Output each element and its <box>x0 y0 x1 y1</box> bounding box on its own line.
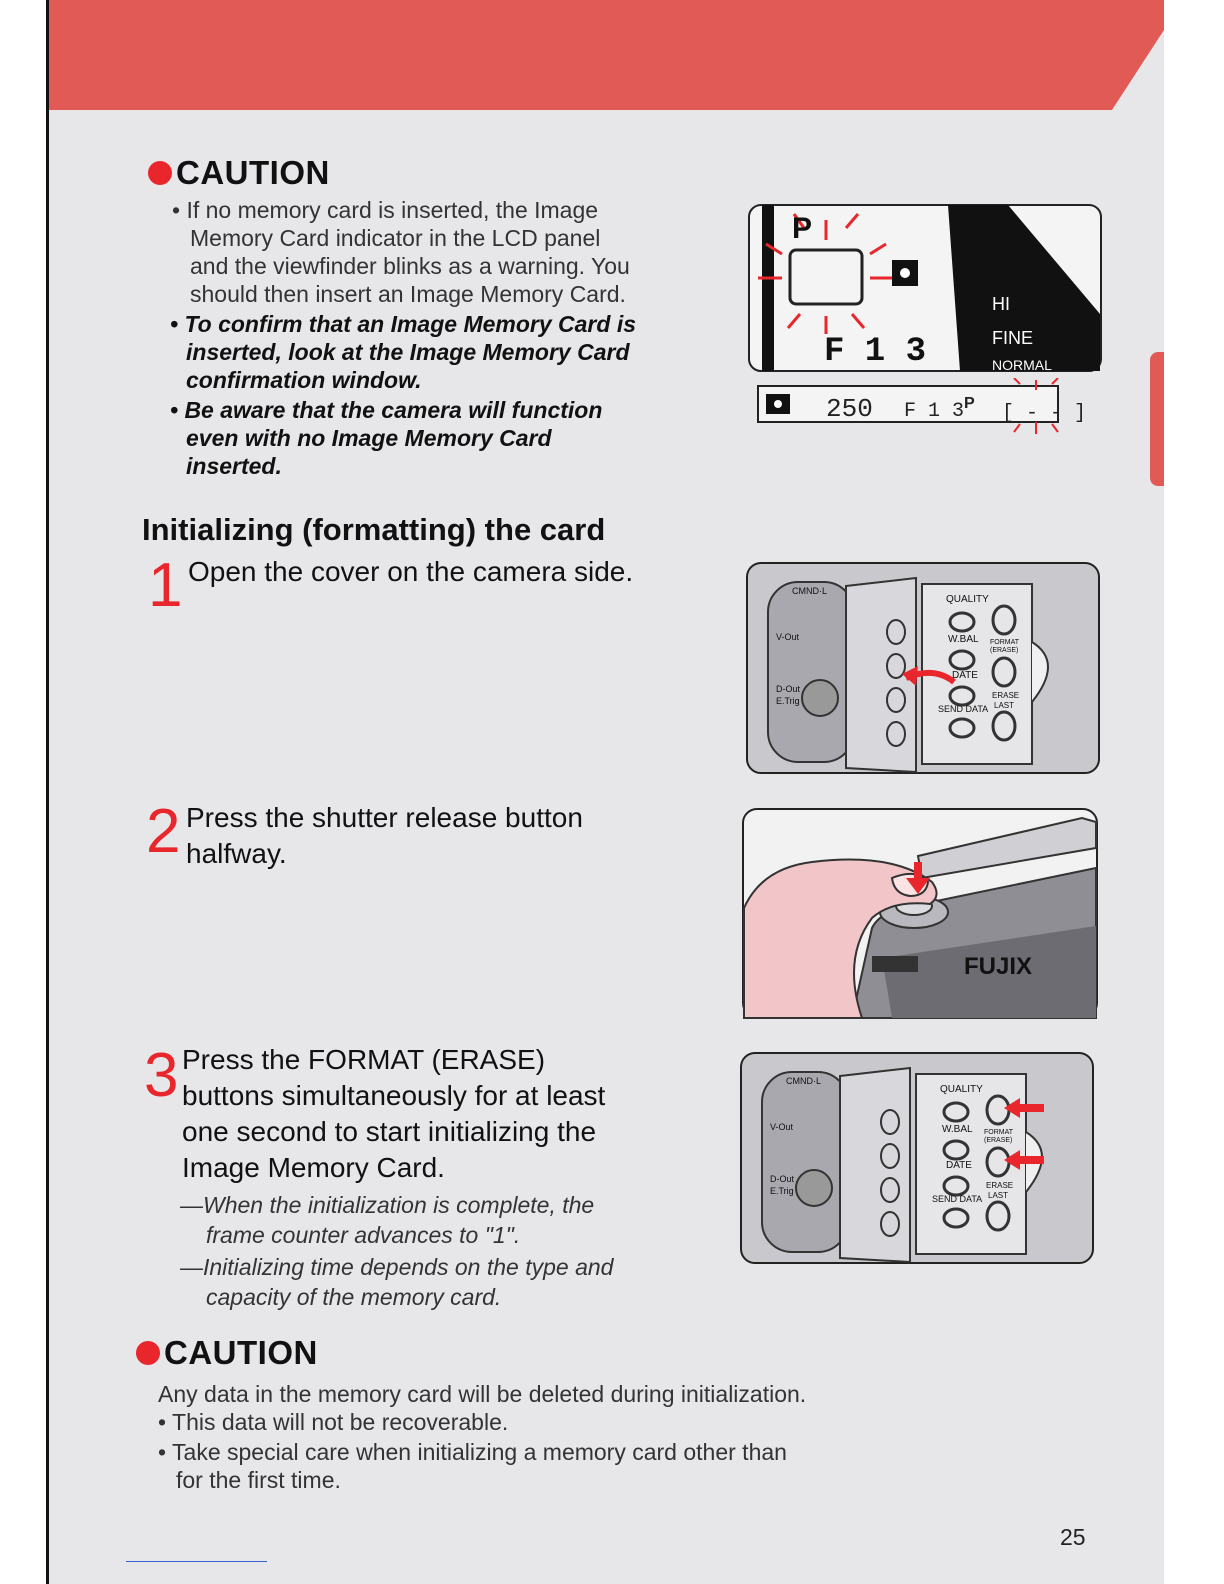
caution-1-bold-line: inserted. <box>186 453 282 479</box>
step-3-note-line: —Initializing time depends on the type and <box>180 1254 614 1280</box>
caution-1-bold-line: • Be aware that the camera will function <box>170 397 603 423</box>
panel-3-date-label: DATE <box>946 1160 972 1171</box>
lcd-panel-figure <box>748 204 1104 374</box>
viewfinder-aperture: F 1 3 <box>904 400 965 423</box>
caution-1-bold-line: inserted, look at the Image Memory Card <box>186 339 630 365</box>
panel-1-cmnd-label: CMND·L <box>792 586 827 596</box>
caution-1-body <box>172 196 732 308</box>
caution-1-bold-line: confirmation window. <box>186 367 422 393</box>
panel-3-vout-label: V-Out <box>770 1122 794 1132</box>
panel-3-quality-label: QUALITY <box>940 1084 983 1095</box>
lcd-quality-fine: FINE <box>992 328 1034 348</box>
shutter-release-figure <box>742 808 1100 1020</box>
shutter-brand-label: FUJIX <box>964 953 1033 980</box>
panel-1-wbal-label: W.BAL <box>948 634 979 645</box>
caution-heading-1: CAUTION <box>148 154 330 192</box>
caution-dot-icon <box>148 161 172 185</box>
step-2-number: 2 <box>146 797 181 866</box>
step-1-number: 1 <box>148 551 183 620</box>
caution-2-body <box>158 1380 978 1494</box>
section-title: Initializing (formatting) the card <box>142 512 606 547</box>
panel-1-etrig-label: E.Trig <box>776 696 800 706</box>
lcd-quality-normal: NORMAL <box>992 357 1052 373</box>
caution-2-line: • This data will not be recoverable. <box>158 1409 509 1435</box>
viewfinder-card-indicator: [ - - ] <box>1002 402 1087 425</box>
panel-3-etrig-label: E.Trig <box>770 1186 794 1196</box>
caution-2-line: Any data in the memory card will be deleted during initialization. <box>158 1381 807 1407</box>
panel-1-erase-paren-label: (ERASE) <box>990 647 1019 654</box>
panel-1-send-label: SEND DATA <box>938 704 989 714</box>
panel-3-last-label: LAST <box>988 1191 1009 1200</box>
panel-3-erase-paren-label: (ERASE) <box>984 1137 1013 1144</box>
panel-1-vout-label: V-Out <box>776 632 800 642</box>
panel-3-wbal-label: W.BAL <box>942 1124 973 1135</box>
lcd-quality-hi: HI <box>992 294 1010 314</box>
panel-1-format-label: FORMAT <box>990 639 1020 646</box>
step-3-text <box>182 1042 722 1186</box>
page-edge <box>46 0 49 1584</box>
caution-dot-icon <box>136 1341 160 1365</box>
page-number: 25 <box>1060 1524 1086 1550</box>
caution-1-line: Memory Card indicator in the LCD panel <box>190 225 601 251</box>
viewfinder-mode: P <box>964 395 975 412</box>
footer-link-underline <box>126 1561 267 1562</box>
step-2-line: Press the shutter release button <box>186 802 583 833</box>
caution-1-line: should then insert an Image Memory Card. <box>190 281 626 307</box>
header-color-band <box>46 0 1164 110</box>
viewfinder-shutter: 250 <box>826 394 873 424</box>
step-3-number: 3 <box>144 1041 179 1110</box>
caution-1-bold-line: even with no Image Memory Card <box>186 425 552 451</box>
camera-side-panel-figure-1 <box>746 562 1102 776</box>
step-3-line: buttons simultaneously for at least <box>182 1080 606 1111</box>
caution-1-line: • If no memory card is inserted, the Image <box>172 197 599 223</box>
camera-side-panel-figure-3 <box>740 1052 1096 1266</box>
side-tab-marker <box>1150 352 1164 486</box>
lcd-frame-display: F 1 3 <box>824 333 927 371</box>
caution-1-line: and the viewfinder blinks as a warning. You <box>190 253 630 279</box>
step-3-note-line: frame counter advances to "1". <box>206 1222 521 1248</box>
caution-1-bold-line: • To confirm that an Image Memory Card is <box>170 311 637 337</box>
step-2-line: halfway. <box>186 838 287 869</box>
panel-3-format-label: FORMAT <box>984 1129 1014 1136</box>
panel-1-erase-label: ERASE <box>992 691 1020 700</box>
step-3-line: Image Memory Card. <box>182 1152 445 1183</box>
panel-1-dout-label: D-Out <box>776 684 801 694</box>
panel-1-quality-label: QUALITY <box>946 594 989 605</box>
panel-3-send-label: SEND DATA <box>932 1194 983 1204</box>
panel-3-cmnd-label: CMND·L <box>786 1076 821 1086</box>
panel-1-last-label: LAST <box>994 701 1015 710</box>
step-1-line: Open the cover on the camera side. <box>188 556 634 587</box>
caution-heading-2: CAUTION <box>136 1334 318 1372</box>
caution-1-bold <box>170 310 730 480</box>
viewfinder-figure <box>754 378 1106 438</box>
panel-3-erase-label: ERASE <box>986 1181 1014 1190</box>
lcd-mode-letter: P <box>792 212 813 245</box>
step-3-note-line: capacity of the memory card. <box>206 1284 502 1310</box>
step-3-line: Press the FORMAT (ERASE) <box>182 1044 546 1075</box>
caution-2-line: • Take special care when initializing a memory card other than <box>158 1439 787 1465</box>
step-2-text <box>186 800 726 872</box>
step-3-note-line: —When the initialization is complete, the <box>180 1192 595 1218</box>
panel-3-dout-label: D-Out <box>770 1174 795 1184</box>
panel-1-date-label: DATE <box>952 670 978 681</box>
caution-2-line: for the first time. <box>176 1467 341 1493</box>
step-3-notes <box>180 1190 720 1312</box>
step-1-text <box>188 554 728 590</box>
step-3-line: one second to start initializing the <box>182 1116 597 1147</box>
